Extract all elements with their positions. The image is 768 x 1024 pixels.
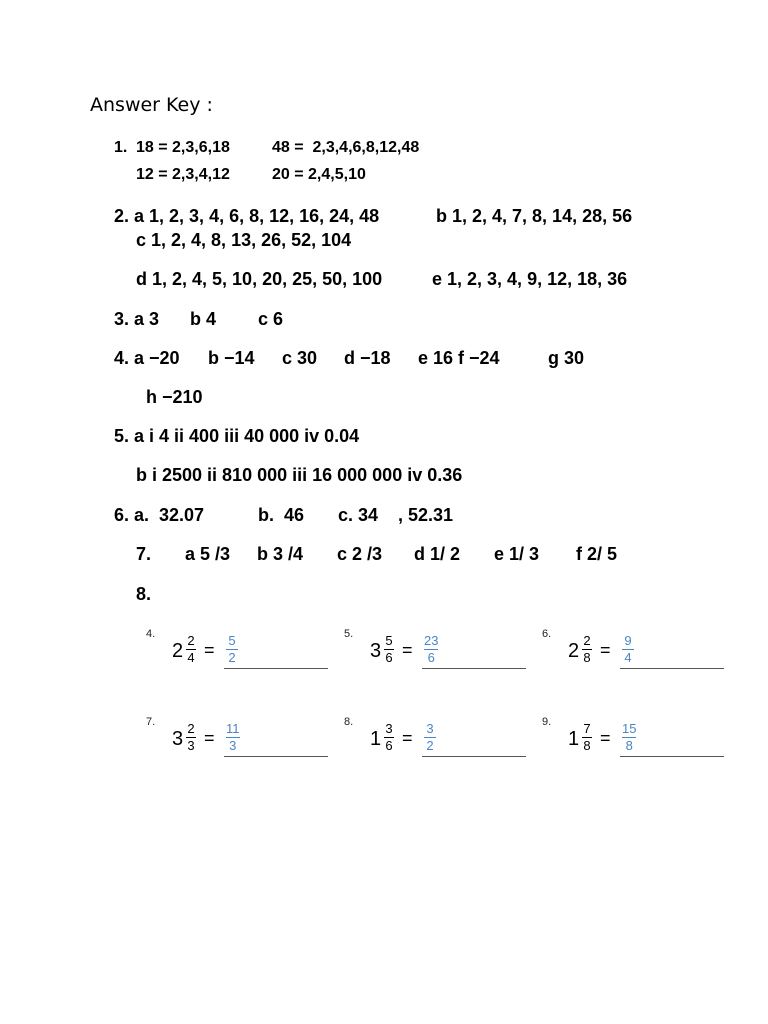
q7-number: 7. — [136, 544, 152, 564]
q7-part-d: d 1/ 2 — [414, 544, 461, 564]
q1-number: 1. — [114, 139, 128, 156]
q6-part-c: c. 34 — [338, 505, 379, 525]
q2-part-c: c 1, 2, 4, 8, 13, 26, 52, 104 — [136, 230, 352, 250]
answer-fraction: 5 2 — [226, 634, 238, 665]
q7-part-f: f 2/ 5 — [576, 544, 618, 564]
mixed-whole: 2 — [172, 640, 184, 662]
answer-line — [422, 668, 526, 669]
answer-line — [224, 756, 328, 757]
q3-part-c: c 6 — [258, 309, 284, 329]
q4-part-g: g 30 — [548, 348, 585, 368]
q7-part-c: c 2 /3 — [337, 544, 383, 564]
mixed-fraction: 2 3 — [187, 721, 195, 753]
answer-line — [620, 668, 724, 669]
q2-part-e: e 1, 2, 3, 4, 9, 12, 18, 36 — [432, 269, 628, 289]
mixed-whole: 1 — [370, 728, 382, 750]
exercise-number: 4. — [146, 628, 156, 640]
exercise-number: 9. — [542, 716, 552, 728]
q2-part-a: 2. a 1, 2, 3, 4, 6, 8, 12, 16, 24, 48 — [114, 206, 380, 226]
fraction-exercise — [542, 716, 732, 766]
q6-part-d: , 52.31 — [398, 505, 454, 525]
q7-part-e: e 1/ 3 — [494, 544, 540, 564]
q1-answer-18: 18 = 2,3,6,18 — [136, 139, 230, 156]
q1-answer-12: 12 = 2,3,4,12 — [136, 166, 230, 183]
q4-part-a: 4. a −20 — [114, 348, 180, 368]
equals-sign: = — [204, 640, 215, 660]
q4-part-ef: e 16 f −24 — [418, 348, 500, 368]
q6-part-a: 6. a. 32.07 — [114, 505, 205, 525]
fraction-exercise — [344, 716, 534, 766]
answer-fraction: 9 4 — [622, 634, 634, 665]
equals-sign: = — [600, 640, 611, 660]
mixed-fraction: 5 6 — [385, 633, 393, 665]
mixed-fraction: 7 8 — [583, 721, 591, 753]
q6-part-b: b. 46 — [258, 505, 305, 525]
q4-part-d: d −18 — [344, 348, 391, 368]
answer-fraction: 11 3 — [226, 721, 240, 753]
q1-answer-20: 20 = 2,4,5,10 — [272, 166, 366, 183]
q4-part-b: b −14 — [208, 348, 255, 368]
q3-part-a: 3. a 3 — [114, 309, 160, 329]
mixed-whole: 1 — [568, 728, 580, 750]
q7-part-b: b 3 /4 — [257, 544, 304, 564]
equals-sign: = — [402, 640, 413, 660]
mixed-whole: 2 — [568, 640, 580, 662]
mixed-fraction: 3 6 — [385, 721, 393, 753]
q5-part-a: 5. a i 4 ii 400 iii 40 000 iv 0.04 — [114, 426, 360, 446]
equals-sign: = — [402, 728, 413, 748]
q3-part-b: b 4 — [190, 309, 217, 329]
q2-part-d: d 1, 2, 4, 5, 10, 20, 25, 50, 100 — [136, 269, 383, 289]
equals-sign: = — [204, 728, 215, 748]
q4-part-h: h −210 — [146, 387, 203, 407]
fraction-exercise — [542, 628, 732, 678]
exercise-number: 8. — [344, 716, 354, 728]
answer-line — [620, 756, 724, 757]
equals-sign: = — [600, 728, 611, 748]
fraction-exercise — [146, 628, 336, 678]
answer-fraction: 23 6 — [424, 633, 439, 665]
q8-number: 8. — [136, 584, 152, 604]
fraction-exercise — [344, 628, 534, 678]
answer-fraction: 3 2 — [424, 722, 436, 753]
fraction-exercise — [146, 716, 336, 766]
mixed-whole: 3 — [370, 640, 382, 662]
answer-fraction: 15 8 — [622, 721, 637, 753]
q1-answer-48: 48 = 2,3,4,6,8,12,48 — [272, 139, 420, 156]
q2-part-b: b 1, 2, 4, 7, 8, 14, 28, 56 — [436, 206, 633, 226]
mixed-whole: 3 — [172, 728, 184, 750]
exercise-number: 6. — [542, 628, 552, 640]
answer-line — [224, 668, 328, 669]
answer-line — [422, 756, 526, 757]
mixed-fraction: 2 8 — [583, 633, 591, 665]
exercise-number: 5. — [344, 628, 354, 640]
q5-part-b: b i 2500 ii 810 000 iii 16 000 000 iv 0.36 — [136, 465, 463, 485]
q4-part-c: c 30 — [282, 348, 318, 368]
page-title: Answer Key : — [90, 94, 213, 116]
mixed-fraction: 2 4 — [187, 633, 195, 665]
q7-part-a: a 5 /3 — [185, 544, 231, 564]
exercise-number: 7. — [146, 716, 156, 728]
